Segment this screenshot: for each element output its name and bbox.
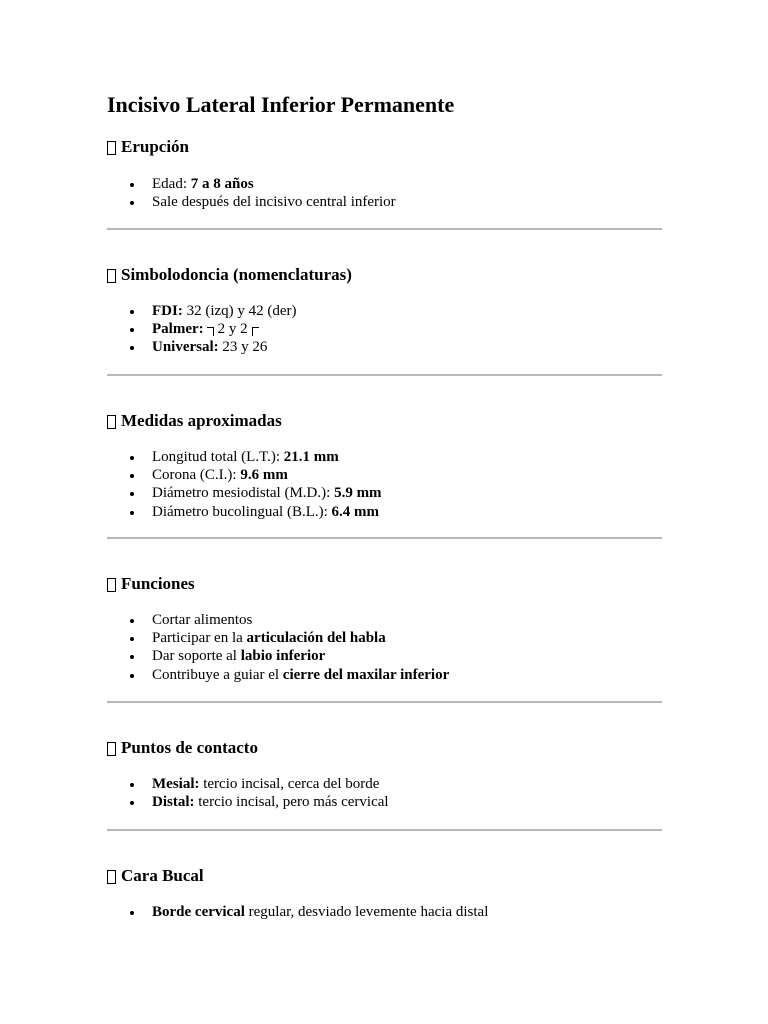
bullet-list [107,302,297,357]
section-heading-text: Funciones [121,574,195,593]
section-puntos-de-contacto [107,738,662,811]
palmer-quadrant-left-icon [207,327,214,336]
section-heading-text: Cara Bucal [121,866,204,885]
item-label: Borde cervical [152,904,245,920]
list-item [107,775,389,793]
item-value: 32 (izq) y 42 (der) [182,303,297,319]
section-heading-text: Medidas aproximadas [121,411,282,430]
item-text: Cortar alimentos [152,612,253,628]
missing-glyph-icon [107,141,116,155]
list-item [107,193,396,211]
list-item [107,320,297,338]
horizontal-rule [107,701,662,703]
item-text: Sale después del incisivo central inferior [152,194,396,211]
list-item [107,793,389,811]
item-value: 5.9 mm [334,485,382,502]
item-label: Palmer: [152,321,204,338]
item-label: Universal: [152,339,219,356]
item-value: tercio incisal, cerca del borde [199,776,380,792]
bullet-list [107,448,382,521]
item-value: tercio incisal, pero más cervical [194,794,389,811]
list-item [107,611,449,629]
item-label: Dar soporte al [152,648,241,665]
list-item [107,647,449,665]
item-label: FDI: [152,303,183,319]
section-heading [107,137,662,157]
palmer-quadrant-right-icon [252,327,259,336]
bullet-list [107,775,389,811]
item-label: Longitud total (L.T.): [152,449,284,465]
list-item [107,448,382,466]
document-title: Incisivo Lateral Inferior Permanente [107,92,455,117]
list-item [107,466,382,484]
section-heading [107,574,662,594]
item-value: 9.6 mm [240,467,288,484]
bullet-list [107,903,488,921]
section-heading-text: Simbolodoncia (nomenclaturas) [121,265,352,284]
missing-glyph-icon [107,742,116,756]
item-label: Distal: [152,794,195,811]
horizontal-rule [107,537,662,539]
section-funciones [107,574,662,683]
item-value: 21.1 mm [283,449,339,465]
item-label: Contribuye a guiar el [152,666,283,683]
missing-glyph-icon [107,415,116,429]
horizontal-rule [107,829,662,831]
list-item [107,629,449,647]
bullet-list [107,611,449,684]
item-label: Mesial: [152,776,200,792]
item-value: regular, desviado levemente hacia distal [244,904,489,920]
item-value: 2 y 2 [217,321,248,338]
missing-glyph-icon [107,269,116,283]
section-heading [107,866,662,886]
list-item [107,484,382,502]
list-item [107,302,297,320]
item-value: labio inferior [240,648,326,665]
item-label: Corona (C.I.): [152,467,241,484]
bullet-list [107,175,396,211]
list-item [107,175,396,193]
section-erupcion [107,137,662,211]
item-label: Diámetro bucolingual (B.L.): [152,503,332,520]
list-item [107,666,449,684]
section-heading-text: Puntos de contacto [121,738,258,757]
item-label: Participar en la [152,630,247,647]
section-heading [107,411,662,431]
item-label: Edad: [152,176,191,192]
missing-glyph-icon [107,870,116,884]
list-item [107,503,382,521]
missing-glyph-icon [107,578,116,592]
list-item [107,338,297,356]
horizontal-rule [107,228,662,230]
section-heading-text: Erupción [121,137,190,156]
section-heading [107,738,662,758]
list-item [107,903,488,921]
item-value: cierre del maxilar inferior [282,666,450,683]
section-heading [107,265,662,285]
item-value: 7 a 8 años [190,176,254,192]
section-medidas [107,411,662,520]
item-value: articulación del habla [246,630,386,647]
item-label: Diámetro mesiodistal (M.D.): [152,485,335,502]
horizontal-rule [107,374,662,376]
item-value: 23 y 26 [218,339,268,356]
section-cara-bucal [107,866,662,920]
section-simbolodoncia [107,265,662,356]
item-value: 6.4 mm [331,503,380,520]
